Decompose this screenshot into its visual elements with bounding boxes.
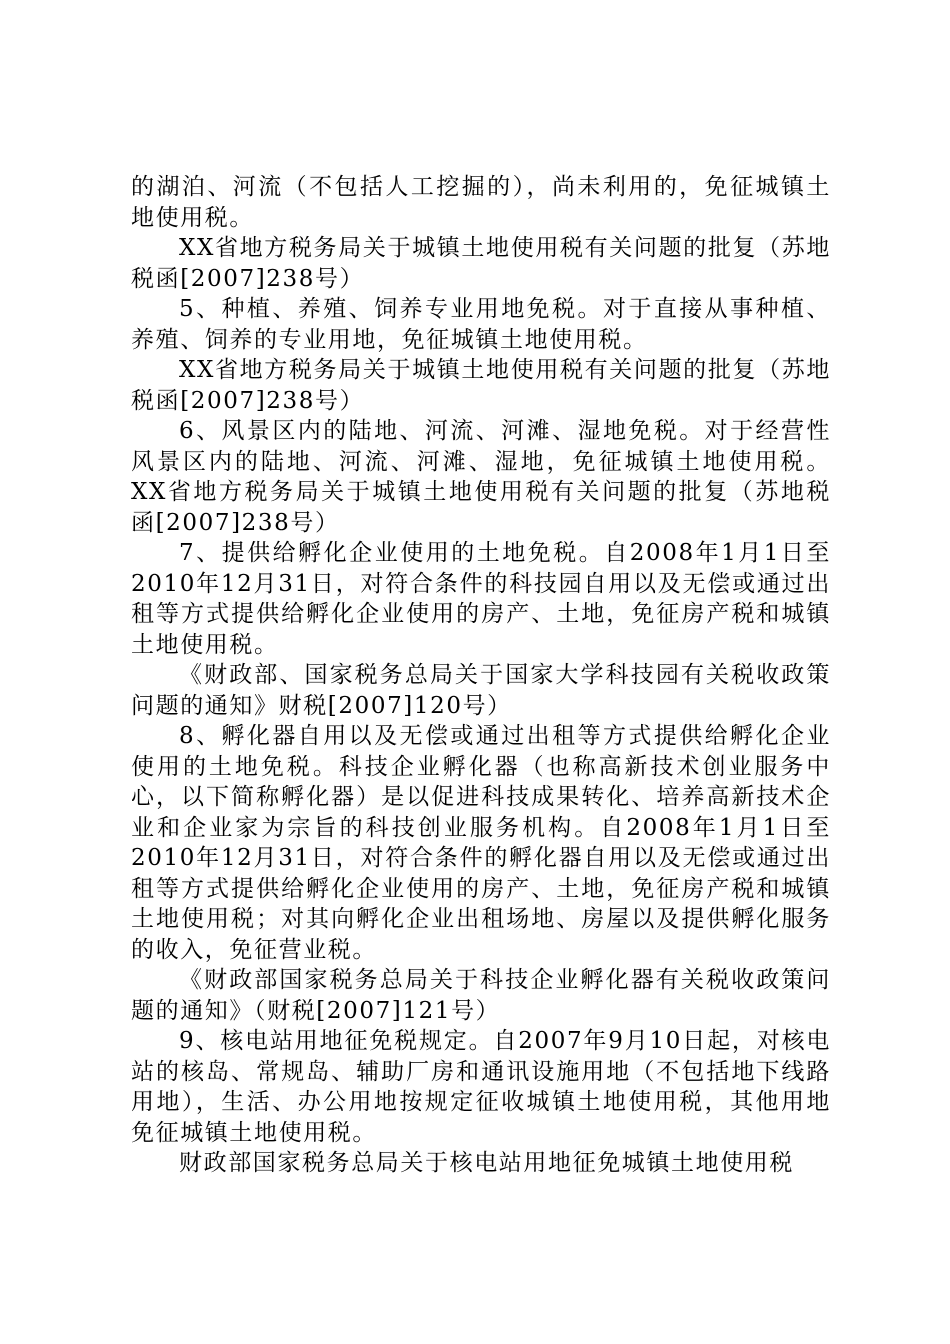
paragraph-citation-5: 财政部国家税务总局关于核电站用地征免城镇土地使用税 bbox=[179, 1150, 794, 1176]
paragraph-item-9: 9、核电站用地征免税规定。自2007年9月10日起，对核电站的核岛、常规岛、辅助厂房和通讯设施用地（不包括地下线路用地），生活、办公用地按规定征收城镇土地使用税，其他用地免征城镇土地使用税。 bbox=[131, 1028, 831, 1146]
paragraph-citation-2: XX省地方税务局关于城镇土地使用税有关问题的批复（苏地税函[2007]238号） bbox=[131, 357, 831, 414]
paragraph-citation-3: 《财政部、国家税务总局关于国家大学科技园有关税收政策问题的通知》财税[2007]120号） bbox=[131, 662, 831, 719]
paragraph-citation-4: 《财政部国家税务总局关于科技企业孵化器有关税收政策问题的通知》（财税[2007]121号） bbox=[131, 967, 831, 1024]
document-body bbox=[131, 172, 831, 1179]
paragraph-item-7: 7、提供给孵化企业使用的土地免税。自2008年1月1日至2010年12月31日，对符合条件的科技园自用以及无偿或通过出租等方式提供给孵化企业使用的房产、土地，免征房产税和城镇土地使用税。 bbox=[131, 540, 831, 658]
paragraph-item-6: 6、风景区内的陆地、河流、河滩、湿地免税。对于经营性风景区内的陆地、河流、河滩、湿地，免征城镇土地使用税。XX省地方税务局关于城镇土地使用税有关问题的批复（苏地税函[2007]238号） bbox=[131, 418, 831, 536]
paragraph-lakes-rivers: 的湖泊、河流（不包括人工挖掘的），尚未利用的，免征城镇土地使用税。 bbox=[131, 174, 831, 231]
paragraph-item-8: 8、孵化器自用以及无偿或通过出租等方式提供给孵化企业使用的土地免税。科技企业孵化器（也称高新技术创业服务中心，以下简称孵化器）是以促进科技成果转化、培养高新技术企业和企业家为宗旨的科技创业服务机构。自2008年1月1日至2010年12月31日，对符合条件的孵化器自用以及无偿或通过出租等方式提供给孵化企业使用的房产、土地，免征房产税和城镇土地使用税；对其向孵化企业出租场地、房屋以及提供孵化服务的收入，免征营业税。 bbox=[131, 723, 831, 963]
paragraph-item-5: 5、种植、养殖、饲养专业用地免税。对于直接从事种植、养殖、饲养的专业用地，免征城镇土地使用税。 bbox=[131, 296, 831, 353]
paragraph-citation-1: XX省地方税务局关于城镇土地使用税有关问题的批复（苏地税函[2007]238号） bbox=[131, 235, 831, 292]
